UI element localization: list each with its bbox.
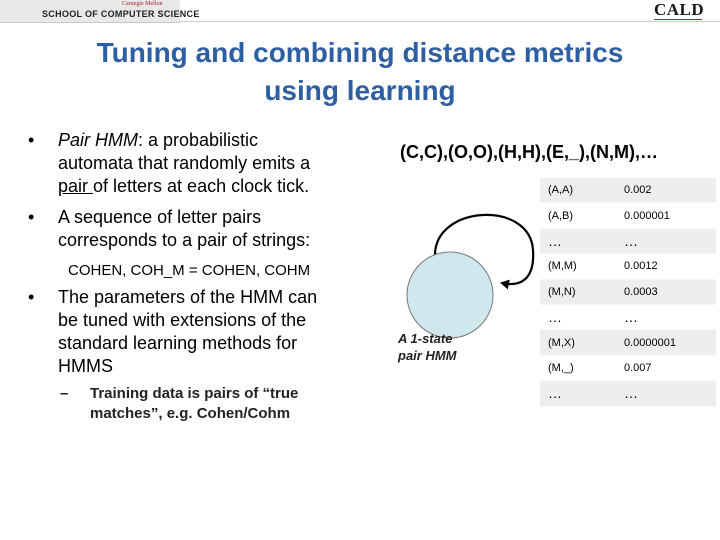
bullet-dot: •: [28, 287, 35, 307]
underlined-pair: pair: [58, 176, 94, 196]
table-row: [540, 355, 716, 380]
header-divider: [180, 21, 720, 22]
letter-pair-cell: …: [540, 381, 616, 406]
letter-pair-cell: (M,M): [540, 254, 616, 279]
emission-probability-table: [540, 178, 716, 407]
pair-sequence: (C,C),(O,O),(H,H),(E,_),(N,M),…: [400, 142, 658, 162]
bullet-pair-hmm: [28, 129, 358, 199]
bullet-text: Pair HMM: a probabilistic automata that randomly emits a pair of letters at each clock tick.: [58, 130, 311, 196]
letter-pair-cell: (M,N): [540, 279, 616, 304]
probability-cell: 0.0012: [616, 254, 716, 279]
bullet-text: A sequence of letter pairs corresponds to a pair of strings:: [58, 207, 311, 250]
bullet-text: The parameters of the HMM can be tuned with extensions of the standard learning methods for HMMS: [58, 287, 318, 376]
probability-cell: …: [616, 228, 716, 253]
bullet-dot: •: [28, 130, 35, 150]
hmm-state: [407, 252, 493, 338]
bullet-parameters: [28, 286, 358, 380]
letter-pair-cell: …: [540, 228, 616, 253]
probability-cell: …: [616, 381, 716, 406]
letter-pair-cell: (M,X): [540, 330, 616, 355]
letter-pair-cell: (A,A): [540, 178, 616, 203]
probability-cell: 0.007: [616, 355, 716, 380]
letter-pair-cell: (M,_): [540, 355, 616, 380]
table-row: [540, 228, 716, 253]
probability-cell: 0.0003: [616, 279, 716, 304]
letter-pair-cell: …: [540, 304, 616, 329]
title-line-1: Tuning and combining distance metrics: [96, 37, 624, 68]
probability-cell: 0.002: [616, 178, 716, 203]
table-row: [540, 203, 716, 228]
letter-pair-cell: (A,B): [540, 203, 616, 228]
cald-logo-underline: [654, 19, 702, 20]
school-label: SCHOOL OF COMPUTER SCIENCE: [42, 9, 200, 19]
sub-bullet-dash: –: [60, 385, 69, 402]
table-row: [540, 381, 716, 406]
table-row: [540, 330, 716, 355]
table-row: [540, 304, 716, 329]
probability-cell: 0.0000001: [616, 330, 716, 355]
title-line-2: using learning: [264, 75, 456, 106]
cald-logo: CALD: [654, 0, 705, 19]
university-label: Carnegie Mellon: [122, 1, 163, 7]
bullet-dot: •: [28, 207, 35, 227]
example-strings: COHEN, COH_M = COHEN, COHM: [68, 262, 311, 279]
bullet-sequence: [28, 206, 358, 252]
slide-title: [30, 34, 690, 110]
table-row: [540, 254, 716, 279]
table-row: [540, 279, 716, 304]
probability-cell: …: [616, 304, 716, 329]
pair-hmm-term: Pair HMM: [58, 130, 138, 150]
probability-cell: 0.000001: [616, 203, 716, 228]
sub-bullet-text: Training data is pairs of “true matches”, e.g. Cohen/Cohm: [90, 385, 299, 422]
table-row: [540, 178, 716, 203]
diagram-caption: A 1-state pair HMM: [398, 331, 457, 363]
